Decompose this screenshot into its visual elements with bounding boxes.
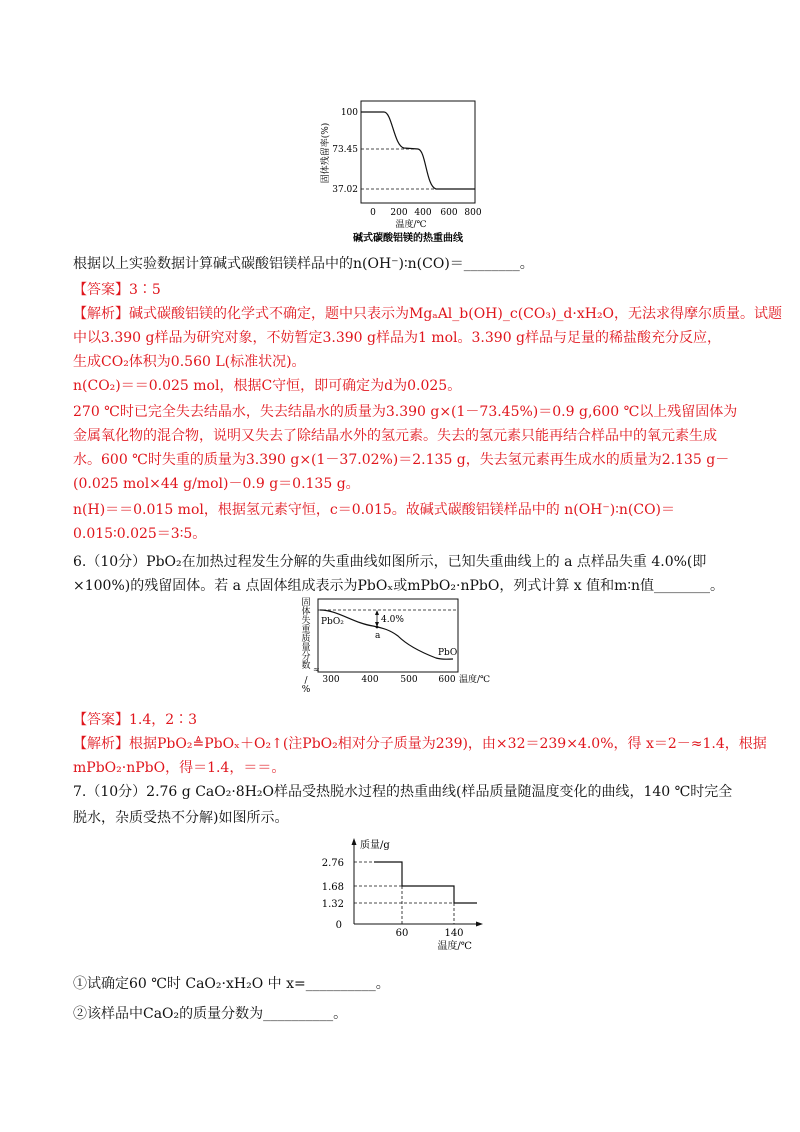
fig2-xlabel: 温度/℃: [459, 675, 491, 685]
q5-analysis: 【解析】碱式碳酸铝镁的化学式不确定，题中只表示为MgₐAl_b(OH)_c(CO₃)_d·xH₂O，无法求得摩尔质量。试题: [73, 306, 783, 322]
q5-analysis: 水。600 ℃时失重的质量为3.390 g×(1－37.02%)＝2.135 g，失去氢元素再生成水的质量为2.135 g－: [73, 452, 730, 468]
fig2-xtick: 600: [438, 675, 456, 685]
q5-analysis: n(CO₂)＝＝0.025 mol，根据C守恒，即可确定为d为0.025。: [73, 378, 462, 394]
fig1-xtick: 600: [440, 208, 458, 218]
q6-line1: 6.（10分）PbO₂在加热过程发生分解的失重曲线如图所示，已知失重曲线上的 a 点样品失重 4.0%(即: [73, 554, 707, 570]
svg-text:量: 量: [301, 643, 311, 653]
fig1-ylabel: 固体残留率(%): [321, 122, 331, 184]
svg-text:数: 数: [301, 661, 311, 671]
fig2-xtick: 400: [361, 675, 379, 685]
svg-text:体: 体: [301, 607, 311, 617]
q5-analysis: 0.015∶0.025＝3∶5。: [73, 526, 207, 542]
fig2-xtick: 300: [322, 675, 340, 685]
q7-sub1: ①试确定60 ℃时 CaO₂·xH₂O 中 x=__________。: [73, 976, 390, 992]
fig3-ylabel: 质量/g: [360, 840, 390, 851]
fig2-label-pct: 4.0%: [381, 615, 404, 625]
q6-answer: 【答案】1.4，2∶3: [73, 712, 198, 728]
fig1-xlabel: 温度/℃: [395, 220, 427, 230]
fig3-ytick: 1.68: [321, 882, 344, 893]
q5-analysis: (0.025 mol×44 g/mol)－0.9 g＝0.135 g。: [73, 476, 360, 492]
q5-analysis: 中以3.390 g样品为研究对象，不妨暂定3.390 g样品为1 mol。3.390 g样品与足量的稀盐酸充分反应，: [73, 330, 722, 346]
fig2-label-a: a: [375, 631, 381, 641]
q5-answer: 【答案】3∶5: [73, 282, 161, 298]
fig1-ytick: 73.45: [332, 145, 358, 155]
q5-question: 根据以上实验数据计算碱式碳酸铝镁样品中的n(OH⁻)∶n(CO)＝________。: [73, 256, 534, 272]
tga-chart-1: [318, 98, 488, 248]
fig2-xtick: 500: [400, 675, 418, 685]
fig1-ytick: 37.02: [332, 185, 358, 195]
svg-text:≈: ≈: [313, 665, 320, 674]
svg-text:失: 失: [301, 616, 311, 626]
fig1-caption: 碱式碳酸铝镁的热重曲线: [353, 233, 463, 244]
fig3-ytick: 1.32: [321, 899, 344, 910]
svg-text:重: 重: [301, 625, 311, 635]
fig1-xtick: 400: [414, 208, 432, 218]
fig3-xlabel: 温度/℃: [437, 941, 472, 952]
svg-text:/: /: [304, 676, 308, 686]
q6-analysis: mPbO₂·nPbO，得＝1.4，＝＝。: [73, 760, 286, 776]
q5-analysis: 金属氧化物的混合物，说明又失去了除结晶水外的氢元素。失去的氢元素只能再结合样品中的氧元素生成: [73, 428, 717, 444]
fig1-curve: [361, 112, 475, 189]
svg-text:固: 固: [301, 598, 311, 608]
fig3-xtick: 140: [444, 928, 464, 939]
fig3-step-curve: [374, 862, 477, 903]
tga-chart-2: [298, 596, 498, 700]
fig2-label-start: PbO₂: [321, 617, 344, 627]
fig3-ytick: 2.76: [321, 858, 344, 869]
fig2-label-end: PbO: [438, 648, 458, 658]
svg-text:分: 分: [301, 652, 311, 662]
q6-analysis: 【解析】根据PbO₂≜PbOₓ＋O₂↑(注PbO₂相对分子质量为239)，由×32＝239×4.0%，得 x＝2－≈1.4，根据: [73, 736, 767, 752]
fig1-xtick: 200: [390, 208, 408, 218]
fig1-ytick: 100: [340, 108, 358, 118]
fig1-xtick: 800: [464, 208, 482, 218]
q6-line2: ×100%)的残留固体。若 a 点固体组成表示为PbOₓ或mPbO₂·nPbO，列式计算 x 值和m∶n值________。: [73, 578, 725, 594]
q5-analysis: 生成CO₂体积为0.560 L(标准状况)。: [73, 354, 306, 370]
fig3-origin: 0: [335, 920, 342, 931]
svg-text:质: 质: [301, 634, 311, 644]
svg-text:%: %: [301, 685, 311, 695]
q5-analysis: n(H)＝＝0.015 mol，根据氢元素守恒，c＝0.015。故碱式碳酸铝镁样品中的 n(OH⁻)∶n(CO)＝: [73, 502, 676, 518]
q5-analysis: 270 ℃时已完全失去结晶水，失去结晶水的质量为3.390 g×(1－73.45%)＝0.9 g,600 ℃以上残留固体为: [73, 404, 738, 420]
fig1-xtick: 0: [370, 208, 376, 218]
mass-chart-3: [312, 836, 492, 952]
q7-sub2: ②该样品中CaO₂的质量分数为__________。: [73, 1006, 348, 1022]
fig2-ylabel: [301, 597, 310, 695]
q7-line2: 脱水，杂质受热不分解)如图所示。: [73, 810, 289, 826]
fig3-xtick: 60: [395, 928, 409, 939]
q7-line1: 7.（10分）2.76 g CaO₂·8H₂O样品受热脱水过程的热重曲线(样品质量随温度变化的曲线，140 ℃时完全: [73, 784, 733, 800]
